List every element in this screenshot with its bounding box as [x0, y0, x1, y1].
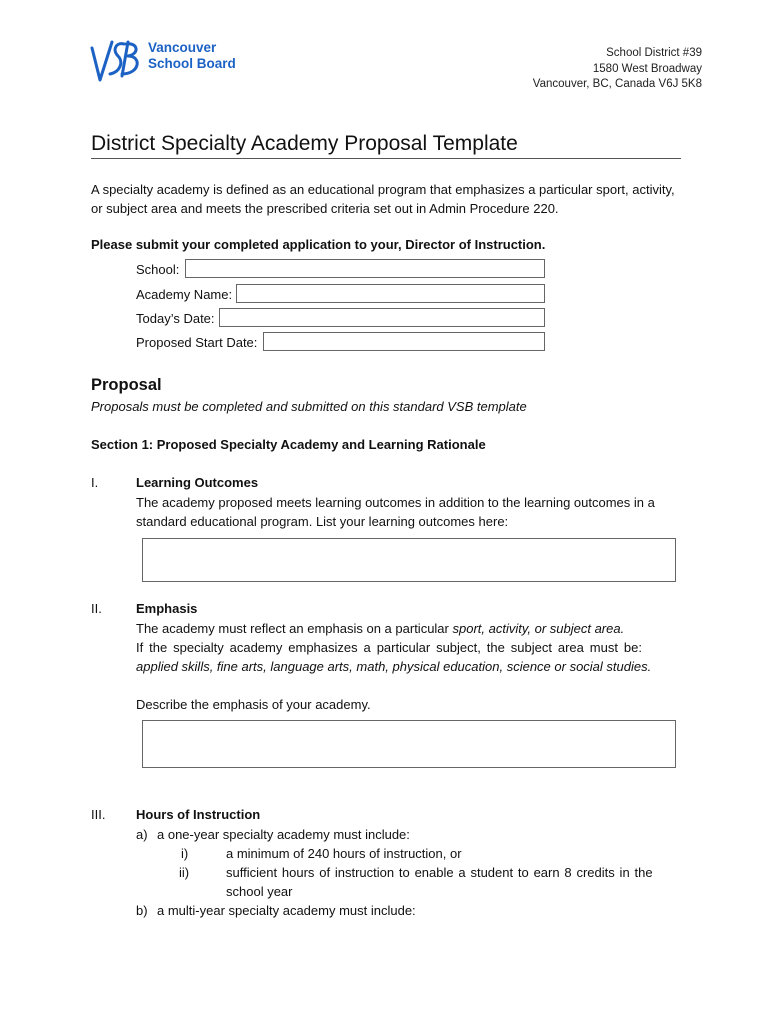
item-1-numeral: I.: [91, 475, 99, 490]
vsb-logo-mark: [88, 36, 146, 92]
school-input[interactable]: [185, 259, 545, 278]
document-title: District Specialty Academy Proposal Template: [91, 132, 518, 155]
item-3-i-label: i): [181, 846, 189, 861]
item-2-heading: Emphasis: [136, 601, 198, 616]
item-3-a-text: a one-year specialty academy must include:: [157, 827, 410, 842]
item-2-text-3: applied skills, fine arts, language arts, math, physical education, science or social studies.: [136, 659, 652, 674]
item-2-text-1-italic: sport, activity, or subject area.: [452, 621, 625, 636]
item-1-text: The academy proposed meets learning outcomes in addition to the learning outcomes in a standard educational program. List your learning outcomes here:: [136, 495, 655, 529]
academy-name-label: Academy Name:: [136, 286, 233, 302]
item-2-text-1-plain: The academy must reflect an emphasis on a particular: [136, 621, 453, 636]
start-date-field-row: [136, 332, 257, 352]
section-1-heading: Section 1: Proposed Specialty Academy and Learning Rationale: [91, 437, 486, 452]
logo-wordmark: [148, 40, 236, 72]
emphasis-input[interactable]: [142, 720, 676, 768]
vsb-logo: [88, 36, 238, 92]
address-line-1: School District #39: [606, 47, 702, 59]
start-date-label: Proposed Start Date:: [136, 334, 258, 350]
todays-date-field-row: [136, 308, 215, 328]
learning-outcomes-input[interactable]: [142, 538, 676, 582]
item-3-b-text: a multi-year specialty academy must include:: [157, 903, 416, 918]
title-divider: [91, 158, 681, 159]
logo-line-2: School Board: [148, 56, 236, 71]
proposal-subheading: Proposals must be completed and submitted on this standard VSB template: [91, 399, 527, 414]
academy-name-field-row: [136, 284, 232, 304]
todays-date-label: Today’s Date:: [136, 310, 215, 326]
school-field-row: [136, 259, 179, 279]
item-3-ii-text-2: school year: [226, 884, 293, 899]
address-line-3: Vancouver, BC, Canada V6J 5K8: [532, 78, 702, 90]
item-3-b-label: b): [136, 903, 148, 918]
item-2-describe: Describe the emphasis of your academy.: [136, 697, 371, 712]
item-2-numeral: II.: [91, 601, 102, 616]
item-3-heading: Hours of Instruction: [136, 807, 261, 822]
submit-instruction: Please submit your completed application to your, Director of Instruction.: [91, 237, 546, 252]
logo-line-1: Vancouver: [148, 40, 217, 55]
item-1-heading: Learning Outcomes: [136, 475, 259, 490]
school-label: School:: [136, 261, 180, 277]
item-2-text-2: If the specialty academy emphasizes a particular subject, the subject area must be:: [136, 640, 642, 655]
intro-paragraph: A specialty academy is defined as an educational program that emphasizes a particular sport, activity, or subject area and meets the prescribed criteria set out in Admin Procedure 220.: [91, 182, 675, 216]
start-date-input[interactable]: [263, 332, 545, 351]
item-2-text-1: [136, 619, 681, 638]
address-line-2: 1580 West Broadway: [592, 62, 702, 75]
district-address: [533, 46, 702, 93]
proposal-heading: Proposal: [91, 376, 162, 394]
academy-name-input[interactable]: [236, 284, 545, 303]
item-3-i-text: a minimum of 240 hours of instruction, or: [226, 846, 462, 861]
item-3-ii-label: ii): [179, 865, 190, 880]
item-3-numeral: III.: [91, 807, 106, 822]
item-3-ii-text-1: sufficient hours of instruction to enable a student to earn 8 credits in the: [226, 865, 653, 880]
todays-date-input[interactable]: [219, 308, 545, 327]
item-3-a-label: a): [136, 827, 148, 842]
